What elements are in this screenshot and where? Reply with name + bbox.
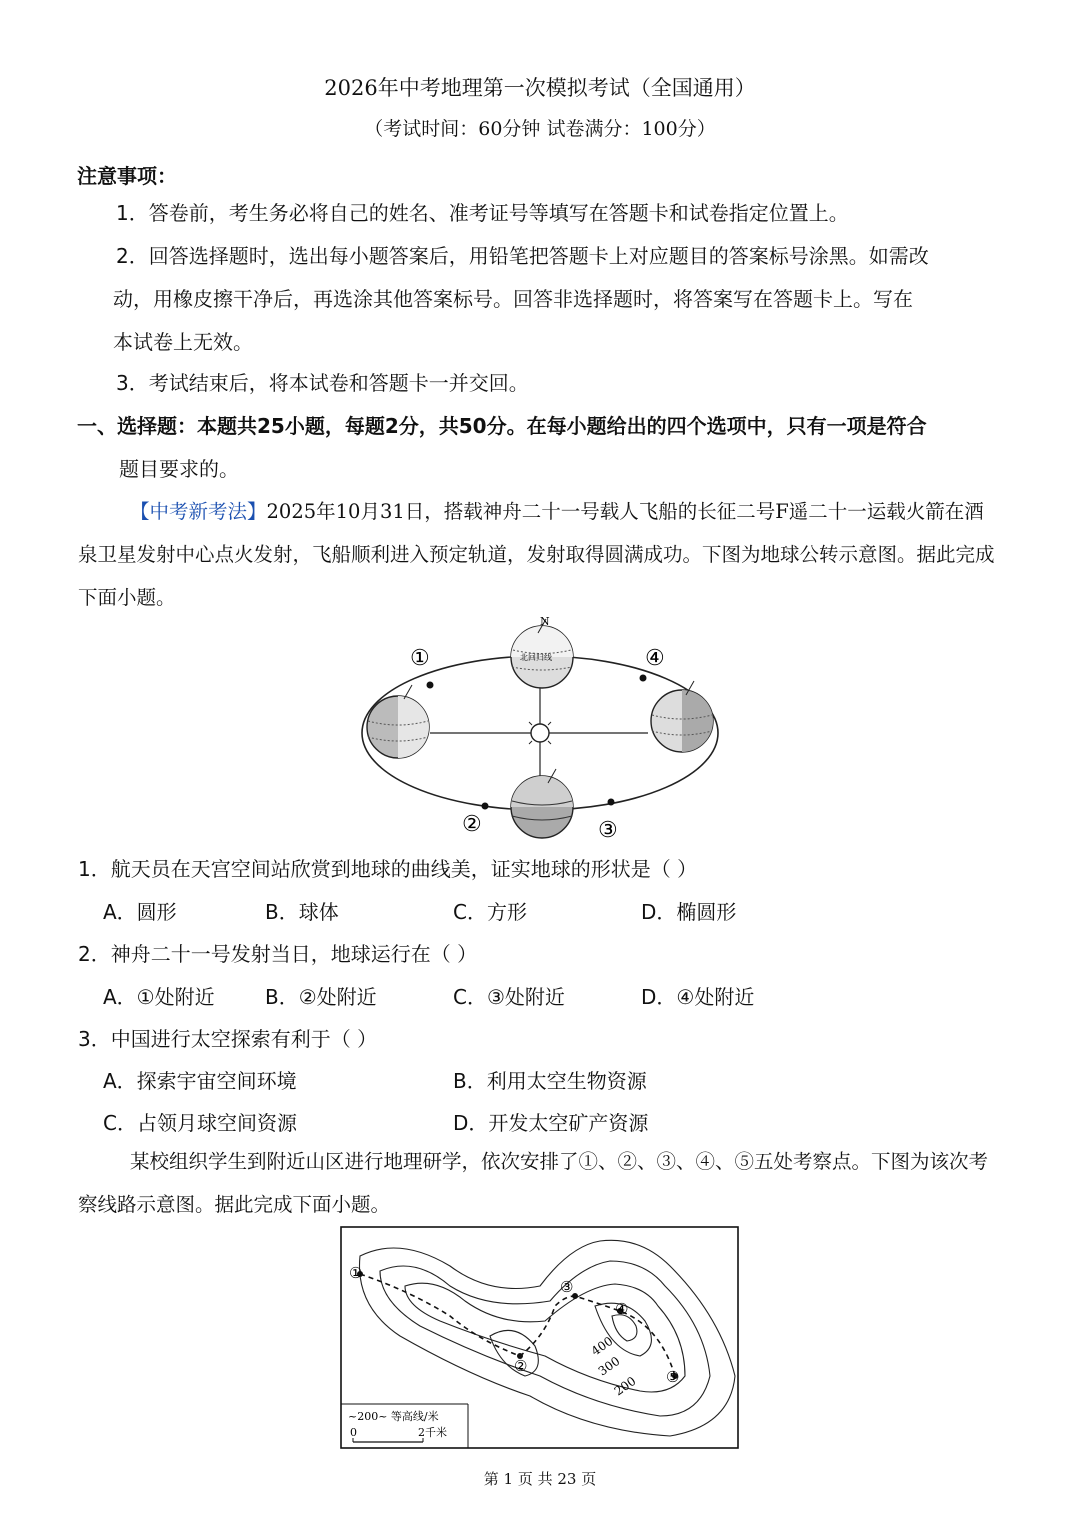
notice-item: 1．答卷前，考生务必将自己的姓名、准考证号等填写在答题卡和试卷指定位置上。	[116, 201, 849, 225]
question-2: 2．神舟二十一号发射当日，地球运行在（ ）	[78, 942, 478, 966]
globe-left	[367, 685, 429, 758]
globe-bottom	[511, 769, 573, 838]
globe-top	[511, 615, 573, 688]
option-c[interactable]: C．方形	[453, 900, 527, 924]
passage-1	[78, 490, 1003, 619]
notice-item: 动，用橡皮擦干净后，再选涂其他答案标号。回答非选择题时，将答案写在答题卡上。写在	[113, 287, 913, 311]
notice-item: 3．考试结束后，将本试卷和答题卡一并交回。	[116, 371, 529, 395]
option-d[interactable]: D．椭圆形	[641, 900, 737, 924]
scale-zero: 0	[350, 1426, 357, 1439]
stop-label: ③	[560, 1278, 574, 1296]
new-exam-tag: 【中考新考法】	[130, 500, 267, 523]
position-label: ③	[598, 818, 618, 843]
position-label: ②	[462, 812, 482, 837]
notice-item: 2．回答选择题时，选出每小题答案后，用铅笔把答题卡上对应题目的答案标号涂黑。如需改	[116, 244, 929, 268]
position-label: ④	[645, 646, 665, 671]
exam-info: （考试时间：60分钟 试卷满分：100分）	[364, 118, 716, 140]
orbit-dot	[427, 682, 434, 689]
stop-label: ④	[615, 1300, 629, 1318]
axis-label: N	[540, 615, 550, 628]
option-b[interactable]: B．球体	[265, 900, 339, 924]
tropic-label: 北回归线	[520, 653, 552, 662]
stop-label: ⑤	[666, 1368, 680, 1386]
earth-revolution-figure	[360, 615, 730, 845]
contour-value: 300	[595, 1353, 623, 1379]
question-3: 3．中国进行太空探索有利于（ ）	[78, 1027, 378, 1051]
option-c[interactable]: C．占领月球空间资源	[103, 1111, 297, 1135]
contour-value: 200	[611, 1373, 639, 1399]
passage-1-text: 2025年10月31日，搭载神舟二十一号载人飞船的长征二号F遥二十一运载火箭在酒泉卫星发射中心点火发射，飞船顺利进入预定轨道，发射取得圆满成功。下图为地球公转示意图。据此完成下面小题。	[78, 500, 995, 609]
option-d[interactable]: D．④处附近	[641, 985, 755, 1009]
passage-2: 某校组织学生到附近山区进行地理研学，依次安排了①、②、③、④、⑤五处考察点。下图为该次考察线路示意图。据此完成下面小题。	[78, 1150, 989, 1216]
scale-distance: 2千米	[418, 1426, 447, 1439]
legend-contour: ~200~ 等高线/米	[348, 1410, 439, 1423]
option-b[interactable]: B．利用太空生物资源	[453, 1069, 647, 1093]
stop-label: ②	[514, 1357, 528, 1375]
page-footer: 第 1 页 共 23 页	[483, 1470, 597, 1488]
orbit-dot	[640, 675, 647, 682]
option-a[interactable]: A．探索宇宙空间环境	[103, 1069, 297, 1093]
question-1: 1．航天员在天宫空间站欣赏到地球的曲线美，证实地球的形状是（ ）	[78, 857, 698, 881]
section-heading: 一、选择题：本题共25小题，每题2分，共50分。在每小题给出的四个选项中，只有一项是符合	[77, 414, 927, 438]
page-title: 2026年中考地理第一次模拟考试（全国通用）	[324, 76, 756, 100]
notice-item: 本试卷上无效。	[113, 330, 253, 354]
contour-route-map	[340, 1226, 740, 1450]
position-label: ①	[410, 646, 430, 671]
option-d[interactable]: D．开发太空矿产资源	[453, 1111, 649, 1135]
option-a[interactable]: A．①处附近	[103, 985, 215, 1009]
option-b[interactable]: B．②处附近	[265, 985, 377, 1009]
orbit-dot	[608, 799, 615, 806]
option-a[interactable]: A．圆形	[103, 900, 177, 924]
section-heading-cont: 题目要求的。	[119, 457, 239, 481]
orbit-dot	[482, 803, 489, 810]
notice-heading: 注意事项：	[77, 164, 177, 188]
option-c[interactable]: C．③处附近	[453, 985, 565, 1009]
contour-value: 400	[588, 1333, 616, 1359]
stop-label: ①	[349, 1264, 363, 1282]
globe-right	[651, 681, 713, 752]
